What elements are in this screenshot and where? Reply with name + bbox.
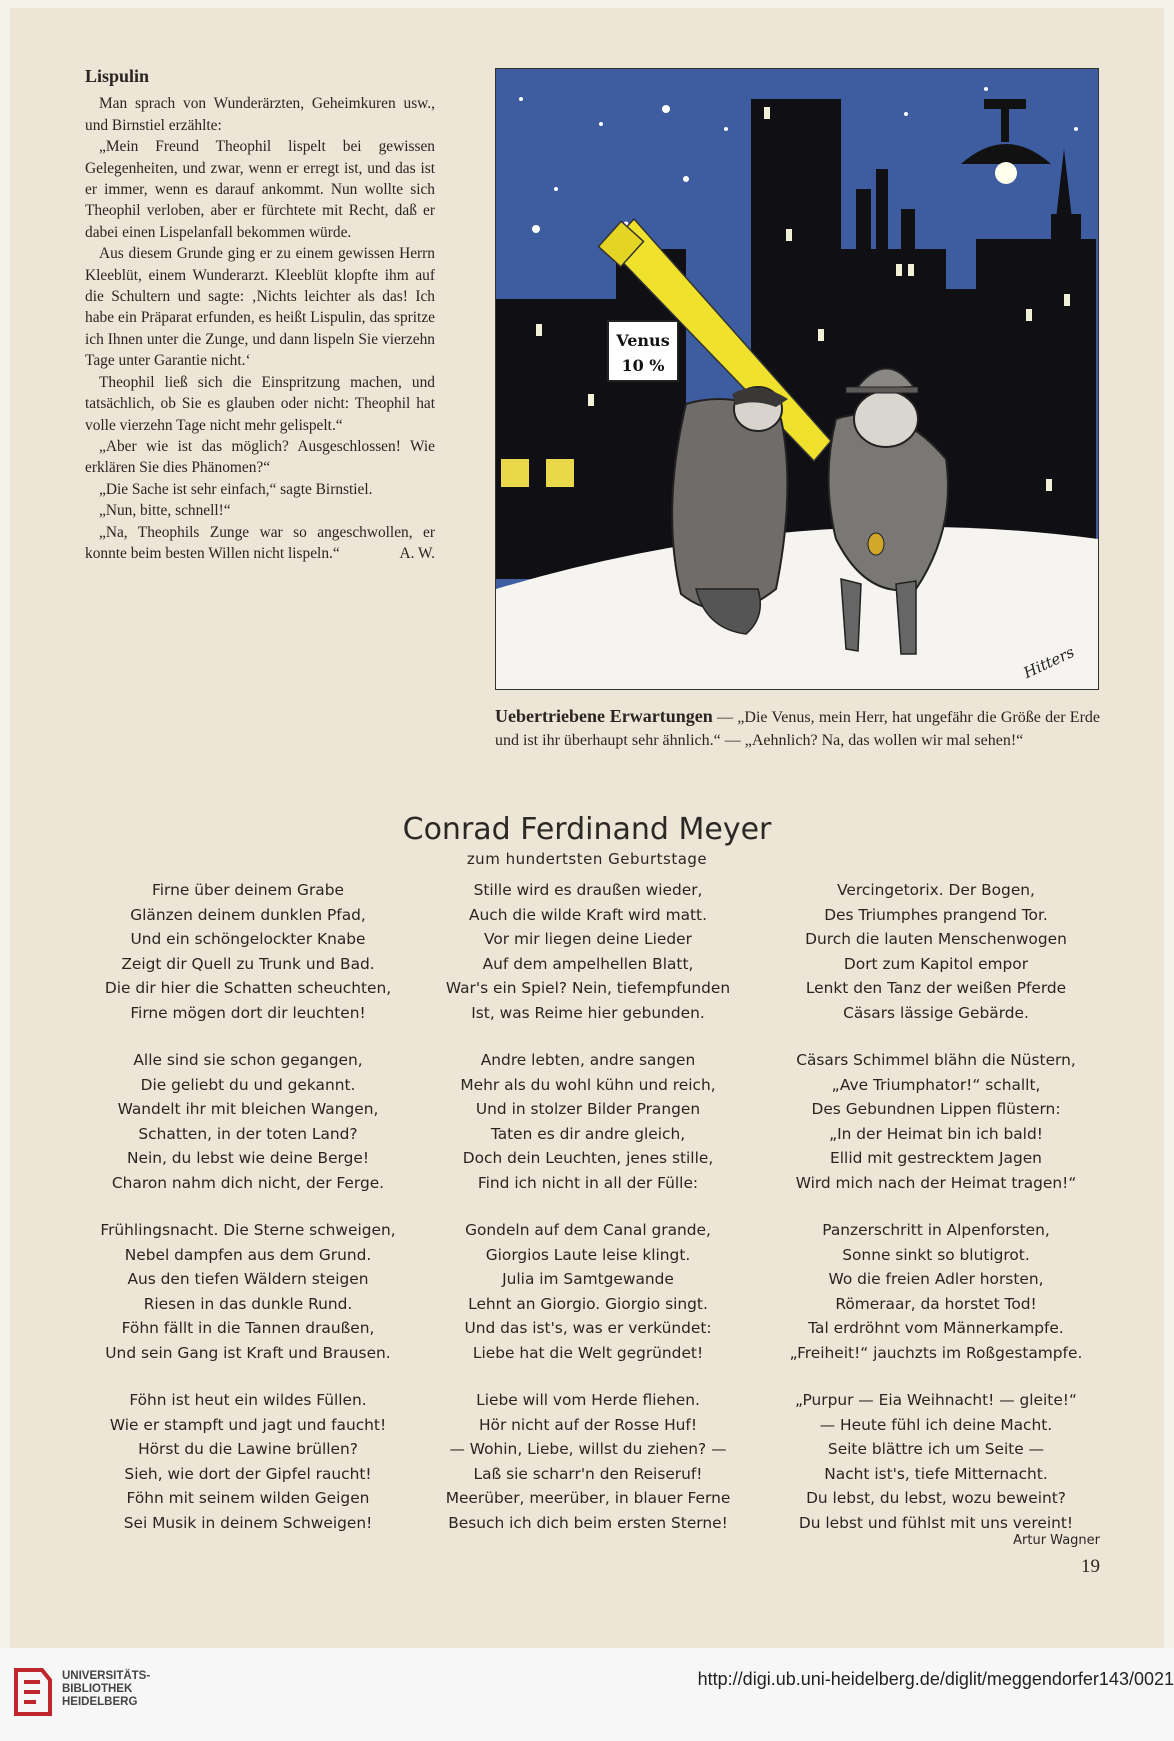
poem-stanza xyxy=(768,1048,1104,1195)
poem-line: War's ein Spiel? Nein, tiefempfunden xyxy=(445,979,731,997)
story-paragraph: Man sprach von Wunderärzten, Geheimkuren usw., und Birnstiel erzählte: xyxy=(85,95,435,134)
poem-line: Mehr als du wohl kühn und reich, xyxy=(460,1075,716,1094)
poem-line: Laß sie scharr'n den Reiseruf! xyxy=(473,1464,703,1483)
poem-stanza xyxy=(420,1388,756,1535)
poem-line: Lenkt den Tanz der weißen Pferde xyxy=(805,979,1067,997)
story-paragraph: „Die Sache ist sehr einfach,“ sagte Birnstiel. xyxy=(99,480,373,498)
poem-stanza xyxy=(420,878,756,1025)
poem-line: Andre lebten, andre sangen xyxy=(480,1051,696,1069)
poem-line: Wandelt ihr mit bleichen Wangen, xyxy=(117,1100,379,1118)
poem-line: Du lebst, du lebst, wozu beweint? xyxy=(806,1489,1066,1507)
poem-line: Schatten, in der toten Land? xyxy=(138,1124,358,1143)
story-paragraph: „Nun, bitte, schnell!“ xyxy=(99,502,231,520)
poem-stanza xyxy=(768,878,1104,1025)
poem-line: Hör nicht auf der Rosse Huf! xyxy=(478,1415,698,1434)
poem-line: Nebel dampfen aus dem Grund. xyxy=(124,1245,372,1264)
poem-line: Glänzen deinem dunklen Pfad, xyxy=(130,905,366,924)
poem-column xyxy=(420,878,756,1558)
poem-line: Vercingetorix. Der Bogen, xyxy=(837,881,1035,899)
poem-line: Taten es dir andre gleich, xyxy=(490,1124,686,1143)
poem-line: Meerüber, meerüber, in blauer Ferne xyxy=(445,1489,731,1507)
poem-line: Ellid mit gestrecktem Jagen xyxy=(830,1149,1042,1167)
story-paragraph: „Aber wie ist das möglich? Ausgeschlossen! Wie erklären Sie dies Phänomen?“ xyxy=(85,437,435,477)
venus-sign xyxy=(608,321,678,381)
poem-line: Föhn mit seinem wilden Geigen xyxy=(126,1489,370,1507)
poem-line: Nein, du lebst wie deine Berge! xyxy=(126,1149,370,1167)
poem-stanza xyxy=(80,1048,416,1195)
poem-line: Frühlingsnacht. Die Sterne schweigen, xyxy=(100,1221,396,1239)
poem-line: Des Gebundnen Lippen flüstern: xyxy=(811,1100,1061,1118)
poem-line: Gondeln auf dem Canal grande, xyxy=(465,1221,711,1239)
poem-line: Wo die freien Adler horsten, xyxy=(828,1270,1044,1288)
story-paragraph: Aus diesem Grunde ging er zu einem gewissen Herrn Kleeblüt, einem Wunderarzt. Kleeblüt klopfte ihm auf die Schultern und sagte: ‚Nichts leichter als das! Ich habe ein Präparat erfunden, es heißt Lispulin, das spritze ich Ihnen unter die Zunge, und dann lispeln Sie vierzehn Tage unter Garantie nicht.‘ xyxy=(85,245,435,370)
poem-line: Doch dein Leuchten, jenes stille, xyxy=(462,1149,714,1167)
story-paragraph: „Na, Theophils Zunge war so angeschwollen, er konnte beim besten Willen nicht lispeln.“ xyxy=(85,523,435,562)
poem-line: Besuch ich dich beim ersten Sterne! xyxy=(448,1513,728,1532)
poem-line: Und in stolzer Bilder Prangen xyxy=(475,1100,701,1118)
caption-title: Uebertriebene Erwartungen xyxy=(495,706,713,726)
poem-line: Und ein schöngelockter Knabe xyxy=(130,930,366,948)
poem-title: Conrad Ferdinand Meyer xyxy=(402,812,772,847)
poem-line: Und sein Gang ist Kraft und Brausen. xyxy=(105,1343,391,1362)
poem-line: Riesen in das dunkle Rund. xyxy=(143,1294,353,1313)
poem-line: Auf dem ampelhellen Blatt, xyxy=(482,954,694,973)
poem-line: Tal erdröhnt vom Männerkampfe. xyxy=(808,1319,1064,1337)
poem-line: Römeraar, da horstet Tod! xyxy=(835,1294,1037,1313)
page-number: 19 xyxy=(1081,1556,1100,1577)
poem-line: Durch die lauten Menschenwogen xyxy=(805,930,1067,948)
poem-line: Sieh, wie dort der Gipfel raucht! xyxy=(124,1464,372,1483)
poem-line: Cäsars lässige Gebärde. xyxy=(843,1003,1029,1022)
poem-line: Stille wird es draußen wieder, xyxy=(473,881,703,899)
poem-subtitle: zum hundertsten Geburtstage xyxy=(466,850,708,868)
poem-column xyxy=(768,878,1104,1558)
poem-line: Du lebst und fühlst mit uns vereint! xyxy=(798,1513,1074,1532)
poem-stanza xyxy=(80,878,416,1025)
poem-line: Die geliebt du und gekannt. xyxy=(140,1075,356,1094)
poem-line: Ist, was Reime hier gebunden. xyxy=(471,1003,705,1022)
poem-line: Nacht ist's, tiefe Mitternacht. xyxy=(824,1464,1048,1483)
poem-stanza xyxy=(768,1218,1104,1365)
cartoon-illustration xyxy=(495,68,1099,690)
poem-line: Die dir hier die Schatten scheuchten, xyxy=(104,979,392,997)
poem-stanza xyxy=(768,1388,1104,1535)
library-name: UNIVERSITÄTS- BIBLIOTHEK HEIDELBERG xyxy=(62,1670,151,1708)
poem-line: Firne über deinem Grabe xyxy=(152,881,344,899)
caption-text: — „Die Venus, mein Herr, hat ungefähr die Größe der Erde und ist ihr überhaupt sehr ähnlich.“ — „Aehnlich? Na, das wollen wir mal sehen!“ xyxy=(495,709,1100,749)
source-url-link[interactable]: http://digi.ub.uni-heidelberg.de/diglit/meggendorfer143/0021 xyxy=(697,1669,1174,1689)
story-paragraph: Theophil ließ sich die Einspritzung machen, und tatsächlich, ob Sie es glauben oder nicht: Theophil hat volle vierzehn Tage nicht mehr gelispelt.“ xyxy=(85,373,435,434)
poem-author: Artur Wagner xyxy=(1013,1533,1100,1548)
poem-line: Panzerschritt in Alpenforsten, xyxy=(822,1221,1050,1239)
poem-line: „Ave Triumphator!“ schallt, xyxy=(831,1075,1041,1094)
poem-column xyxy=(80,878,416,1558)
poem-line: Föhn ist heut ein wildes Füllen. xyxy=(129,1391,367,1409)
poem-line: Lehnt an Giorgio. Giorgio singt. xyxy=(468,1294,708,1313)
svg-text:10 %: 10 % xyxy=(621,356,665,375)
poem-line: Julia im Samtgewande xyxy=(502,1270,674,1288)
poem-line: — Heute fühl ich deine Macht. xyxy=(819,1415,1053,1434)
poem-line: Aus den tiefen Wäldern steigen xyxy=(127,1270,369,1288)
poem-line: Cäsars Schimmel blähn die Nüstern, xyxy=(796,1051,1076,1069)
svg-text:Venus: Venus xyxy=(616,331,670,350)
story-signature: A. W. xyxy=(399,545,435,563)
poem-line: Föhn fällt in die Tannen draußen, xyxy=(121,1319,375,1337)
artist-signature: Hitters xyxy=(1020,642,1078,682)
poem-line: Seite blättre ich um Seite — xyxy=(827,1440,1045,1458)
poem-line: Zeigt dir Quell zu Trunk und Bad. xyxy=(121,954,375,973)
story-paragraph: „Mein Freund Theophil lispelt bei gewissen Gelegenheiten, und zwar, wenn er erregt ist, und das ist er immer, wenn es darauf ankommt. Nun wollte sich Theophil verloben, aber er fürchtete mit Recht, daß er dabei einen Lispelanfall bekommen würde. xyxy=(85,138,435,241)
poem-line: Und das ist's, was er verkündet: xyxy=(464,1319,712,1337)
poem-line: Sonne sinkt so blutigrot. xyxy=(842,1245,1030,1264)
poem-stanza xyxy=(80,1218,416,1365)
poem-line: Wie er stampft und jagt und faucht! xyxy=(109,1415,387,1434)
poem-line: Hörst du die Lawine brüllen? xyxy=(138,1440,358,1458)
library-logo-icon xyxy=(12,1666,54,1722)
poem-line: Giorgios Laute leise klingt. xyxy=(485,1245,691,1264)
poem-line: — Wohin, Liebe, willst du ziehen? — xyxy=(449,1440,727,1458)
poem-line: Liebe hat die Welt gegründet! xyxy=(472,1343,704,1362)
cartoon-caption xyxy=(495,705,1100,752)
story-lispulin xyxy=(85,66,435,565)
poem-line: Vor mir liegen deine Lieder xyxy=(484,930,692,948)
poem-line: Liebe will vom Herde fliehen. xyxy=(476,1391,700,1409)
poem-stanza xyxy=(420,1218,756,1365)
poem-stanza xyxy=(420,1048,756,1195)
poem-line: Find ich nicht in all der Fülle: xyxy=(477,1173,699,1192)
poem-line: „Freiheit!“ jauchzts im Roßgestampfe. xyxy=(789,1343,1083,1362)
story-title: Lispulin xyxy=(85,66,150,86)
poem-line: Dort zum Kapitol empor xyxy=(843,954,1029,973)
poem-line: Sei Musik in deinem Schweigen! xyxy=(123,1513,373,1532)
poem-stanza xyxy=(80,1388,416,1535)
poem-line: Charon nahm dich nicht, der Ferge. xyxy=(111,1173,385,1192)
poem-line: „In der Heimat bin ich bald! xyxy=(829,1124,1043,1143)
poem-line: Alle sind sie schon gegangen, xyxy=(133,1051,363,1069)
library-footer xyxy=(0,1648,1174,1741)
poem-line: Auch die wilde Kraft wird matt. xyxy=(469,905,707,924)
poem-line: Des Triumphes prangend Tor. xyxy=(824,905,1048,924)
poem-line: Firne mögen dort dir leuchten! xyxy=(130,1003,366,1022)
poem-line: „Purpur — Eia Weihnacht! — gleite!“ xyxy=(795,1391,1077,1409)
poem-line: Wird mich nach der Heimat tragen!“ xyxy=(795,1173,1077,1192)
